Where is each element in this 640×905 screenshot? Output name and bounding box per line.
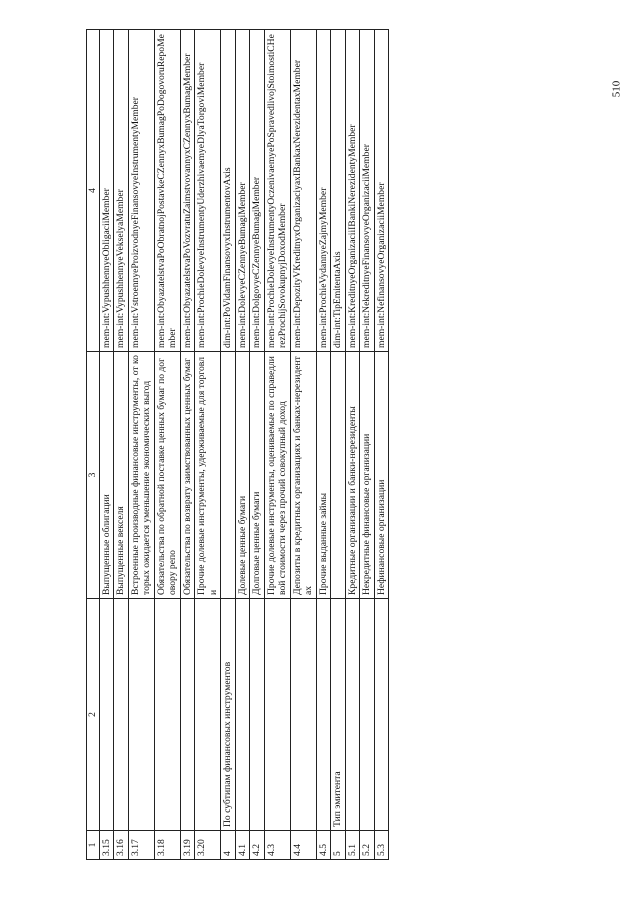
row-number: 4 xyxy=(221,831,236,860)
row-group xyxy=(154,599,180,831)
row-number: 3.18 xyxy=(154,831,180,860)
row-group xyxy=(374,599,389,831)
table-row xyxy=(154,30,180,860)
taxonomy-table xyxy=(86,29,389,860)
row-group xyxy=(360,599,375,831)
table-row xyxy=(316,30,331,860)
row-number: 5.3 xyxy=(374,831,389,860)
row-name: Встроенные производные финансовые инструменты, от которых ожидается уменьшение экономических выгод xyxy=(128,352,154,599)
row-name: Прочие долевые инструменты, оцениваемые по справедливой стоимости через прочий совокупный доход xyxy=(264,352,290,599)
table-row xyxy=(195,30,221,860)
row-name: Долговые ценные бумаги xyxy=(250,352,265,599)
row-name xyxy=(331,352,346,599)
row-number: 5.2 xyxy=(360,831,375,860)
table-container xyxy=(86,34,575,860)
table-row xyxy=(360,30,375,860)
row-name: Депозиты в кредитных организациях и банках-нерезидентах xyxy=(290,352,316,599)
row-number: 3.17 xyxy=(128,831,154,860)
table-row xyxy=(331,30,346,860)
row-group xyxy=(180,599,195,831)
row-member: mem-int:VypushhennyeObligaciiMember xyxy=(99,30,114,352)
page-number: 510 xyxy=(610,80,622,98)
table-row xyxy=(290,30,316,860)
row-member: mem-int:ProchieDolevyeInstrumentyOczenivaemyePoSpravedlivojStoimostiCHerezProchijSovokupnyjDoxodMember xyxy=(264,30,290,352)
table-row xyxy=(114,30,129,860)
header-col-1: 1 xyxy=(87,831,100,860)
row-group xyxy=(316,599,331,831)
row-name: Обязательства по возврату заимствованных ценных бумаг xyxy=(180,352,195,599)
row-member: mem-int:ProchieVydannyeZajmyMember xyxy=(316,30,331,352)
row-member: mem-int:KreditnyeOrganizaciiIBankiNerezidentyMember xyxy=(345,30,360,352)
row-group: Тип эмитента xyxy=(331,599,346,831)
row-number: 3.16 xyxy=(114,831,129,860)
row-group: По субтипам финансовых инструментов xyxy=(221,599,236,831)
header-col-4: 4 xyxy=(87,30,100,352)
row-group xyxy=(128,599,154,831)
row-name: Долевые ценные бумаги xyxy=(235,352,250,599)
row-number: 3.20 xyxy=(195,831,221,860)
row-name: Прочие выданные займы xyxy=(316,352,331,599)
table-row xyxy=(374,30,389,860)
row-member: mem-int:VypushhennyeVekselyaMember xyxy=(114,30,129,352)
row-group xyxy=(290,599,316,831)
row-number: 4.2 xyxy=(250,831,265,860)
row-group xyxy=(250,599,265,831)
row-group xyxy=(264,599,290,831)
row-member: mem-int:NekreditnyeFinansovyeOrganizaciiMember xyxy=(360,30,375,352)
table-row xyxy=(264,30,290,860)
row-number: 4.3 xyxy=(264,831,290,860)
row-member: mem-int:VstroennyeProizvodnyeFinansovyeInstrumentyMember xyxy=(128,30,154,352)
table-row xyxy=(128,30,154,860)
table-row xyxy=(345,30,360,860)
table-row xyxy=(250,30,265,860)
table-row xyxy=(235,30,250,860)
table-row xyxy=(180,30,195,860)
table-row xyxy=(221,30,236,860)
table-header-row xyxy=(87,30,100,860)
row-number: 3.19 xyxy=(180,831,195,860)
row-number: 3.15 xyxy=(99,831,114,860)
row-group xyxy=(235,599,250,831)
row-group xyxy=(195,599,221,831)
row-member: dim-int:TipEmitentaAxis xyxy=(331,30,346,352)
row-number: 4.4 xyxy=(290,831,316,860)
row-member: mem-int:ProchieDolevyeInstrumentyUderzhivaemyeDlyaTorgoviMember xyxy=(195,30,221,352)
row-member: mem-int:NefinansovyeOrganizaciiMember xyxy=(374,30,389,352)
row-name: Выпущенные облигации xyxy=(99,352,114,599)
row-name: Обязательства по обратной поставке ценных бумаг по договору репо xyxy=(154,352,180,599)
row-group xyxy=(99,599,114,831)
row-group xyxy=(114,599,129,831)
row-member: mem-int:ObyazatelstvaPoObratnojPostavkeCZennyxBumagPoDogovoruRepoMember xyxy=(154,30,180,352)
row-name: Нефинансовые организации xyxy=(374,352,389,599)
row-member: mem-int:ObyazatelstvaPoVozvratuZaimstvovannyxCZennyxBumagMember xyxy=(180,30,195,352)
header-col-3: 3 xyxy=(87,352,100,599)
row-member: mem-int:DolgovyeCZennyeBumagiMember xyxy=(250,30,265,352)
row-number: 4.5 xyxy=(316,831,331,860)
header-col-2: 2 xyxy=(87,599,100,831)
row-member: dim-int:PoVidamFinansovyxInstrumentovAxis xyxy=(221,30,236,352)
table-row xyxy=(99,30,114,860)
row-group xyxy=(345,599,360,831)
row-number: 4.1 xyxy=(235,831,250,860)
row-name: Прочие долевые инструменты, удерживаемые для торговли xyxy=(195,352,221,599)
row-name: Некредитные финансовые организации xyxy=(360,352,375,599)
row-member: mem-int:DolevyeCZennyeBumagiMember xyxy=(235,30,250,352)
row-name: Кредитные организации и банки-нерезиденты xyxy=(345,352,360,599)
row-number: 5 xyxy=(331,831,346,860)
row-name: Выпущенные векселя xyxy=(114,352,129,599)
row-member: mem-int:DepozityVKreditnyxOrganizaciyaxIBankaxNerezidentaxMember xyxy=(290,30,316,352)
row-name xyxy=(221,352,236,599)
row-number: 5.1 xyxy=(345,831,360,860)
